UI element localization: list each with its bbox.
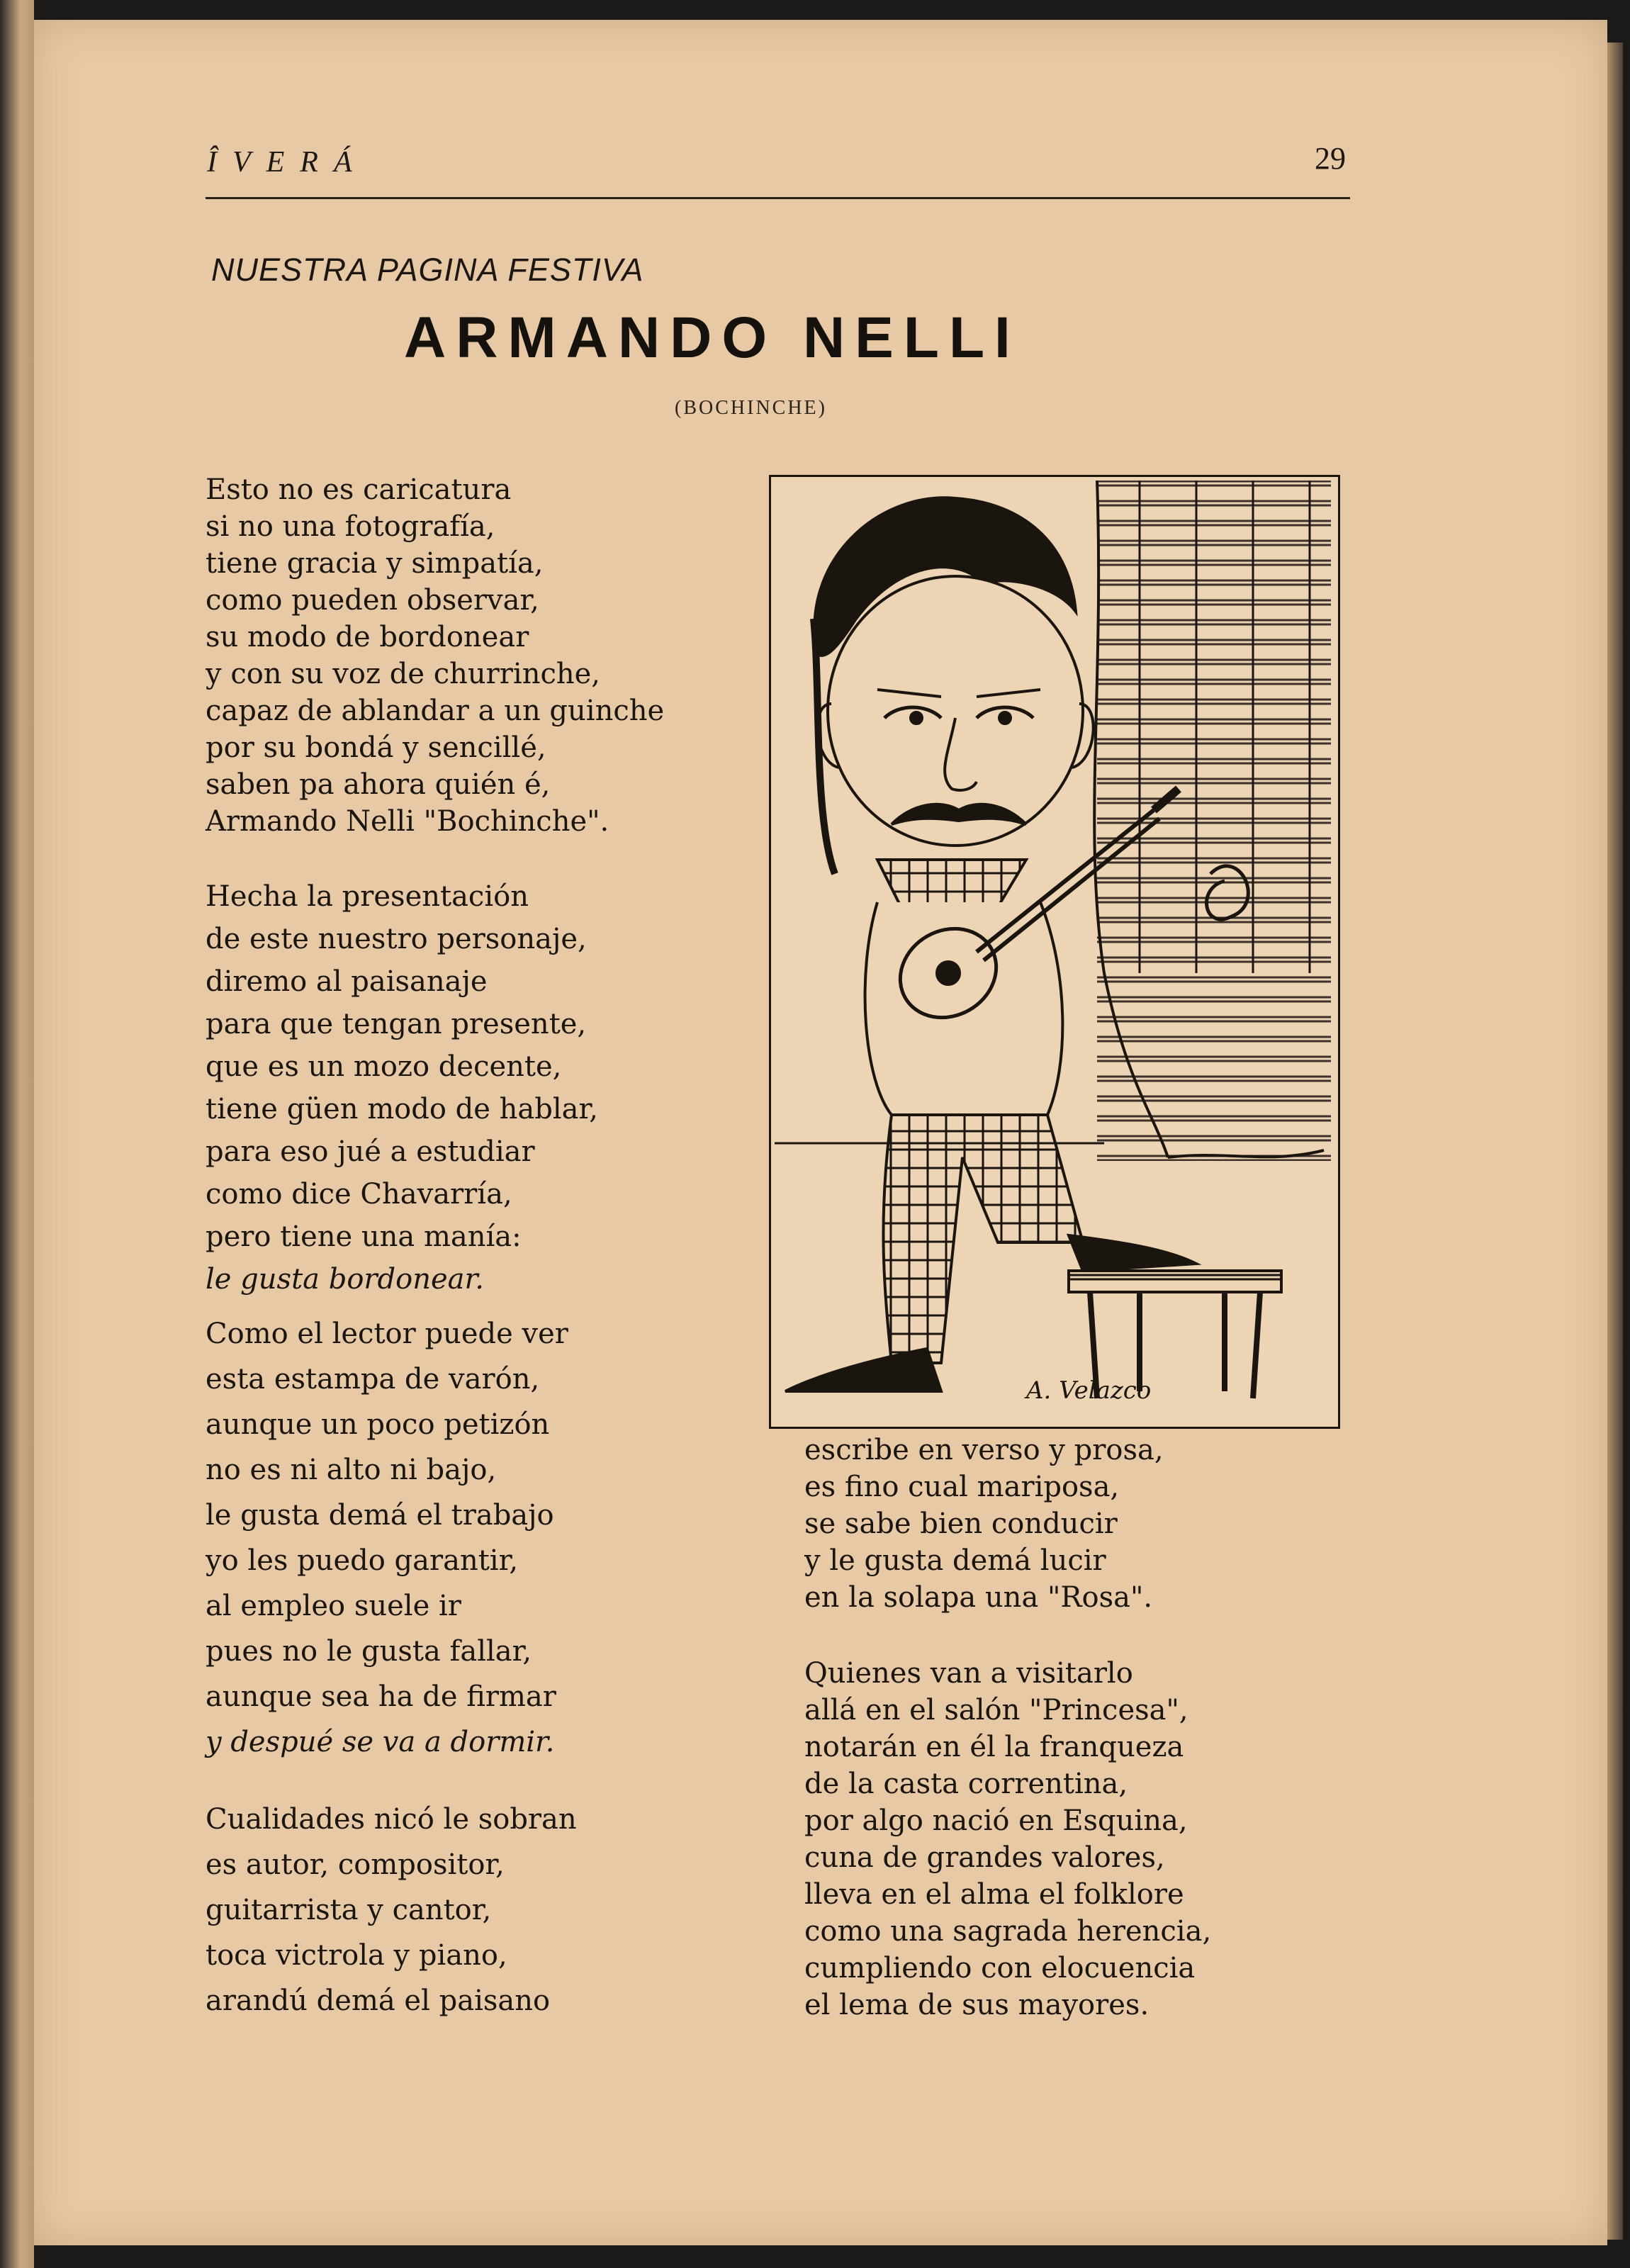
verse-line: su modo de bordonear — [206, 621, 529, 653]
verse-line: aunque sea ha de firmar — [206, 1680, 556, 1713]
verse-line: escribe en verso y prosa, — [804, 1434, 1164, 1466]
verse-line: pues no le gusta fallar, — [206, 1635, 532, 1668]
verse-line: lleva en el alma el folklore — [804, 1878, 1184, 1911]
verse-line: yo les puedo garantir, — [206, 1544, 519, 1577]
head-drawing — [828, 576, 1083, 846]
verse-line: es autor, compositor, — [206, 1848, 505, 1881]
section-label: NUESTRA PAGINA FESTIVA — [211, 252, 644, 288]
verse-line: cumpliendo con elocuencia — [804, 1952, 1196, 1984]
verse-line: como una sagrada herencia, — [804, 1915, 1212, 1948]
verse-line: Como el lector puede ver — [206, 1318, 568, 1350]
verse-line: toca victrola y piano, — [206, 1939, 507, 1972]
verse-line: notarán en él la franqueza — [804, 1731, 1184, 1763]
caricature-illustration — [769, 475, 1340, 1429]
verse-line: y le gusta demá lucir — [804, 1544, 1106, 1577]
verse-line: cuna de grandes valores, — [804, 1841, 1165, 1874]
verse-line: pero tiene una manía: — [206, 1220, 522, 1253]
verse-line: Hecha la presentación — [206, 880, 529, 913]
verse-line: por su bondá y sencillé, — [206, 731, 546, 764]
verse-line: si no una fotografía, — [206, 510, 495, 543]
verse-line: al empleo suele ir — [206, 1590, 461, 1622]
verse-line: como dice Chavarría, — [206, 1178, 512, 1211]
verse-line: arandú demá el paisano — [206, 1984, 551, 2017]
page-edge — [1607, 43, 1623, 2240]
verse-line: se sabe bien conducir — [804, 1508, 1118, 1540]
verse-line: como pueden observar, — [206, 584, 539, 617]
verse-line: de la casta correntina, — [804, 1768, 1128, 1800]
verse-line: Cualidades nicó le sobran — [206, 1803, 577, 1836]
verse-line: capaz de ablandar a un guinche — [206, 695, 665, 727]
page-number: 29 — [1315, 141, 1346, 176]
stanza-4 — [206, 1797, 577, 2023]
verse-line: para eso jué a estudiar — [206, 1135, 535, 1168]
verse-line: diremo al paisanaje — [206, 965, 488, 998]
article-subtitle: (BOCHINCHE) — [675, 397, 827, 419]
verse-line: y con su voz de churrinche, — [206, 658, 601, 690]
verse-line: de este nuestro personaje, — [206, 923, 587, 955]
verse-line: para que tengan presente, — [206, 1008, 587, 1040]
verse-line: y despué se va a dormir. — [206, 1726, 555, 1758]
article-title: ARMANDO NELLI — [404, 305, 1021, 370]
verse-line: saben pa ahora quién é, — [206, 768, 551, 801]
verse-line: tiene gracia y simpatía, — [206, 547, 544, 580]
book-spine — [0, 0, 34, 2268]
verse-line: guitarrista y cantor, — [206, 1894, 492, 1926]
verse-line: no es ni alto ni bajo, — [206, 1454, 497, 1486]
stanza-2 — [206, 875, 598, 1301]
verse-line: que es un mozo decente, — [206, 1050, 562, 1083]
verse-line: le gusta bordonear. — [206, 1263, 484, 1296]
verse-line: el lema de sus mayores. — [804, 1989, 1150, 2021]
curtain-drawing — [1094, 481, 1331, 1161]
verse-line: por algo nació en Esquina, — [804, 1804, 1188, 1837]
verse-line: en la solapa una "Rosa". — [804, 1581, 1153, 1614]
stanza-6 — [804, 1655, 1211, 2023]
verse-line: Quienes van a visitarlo — [804, 1657, 1133, 1690]
verse-line: le gusta demá el trabajo — [206, 1499, 554, 1532]
verse-line: Armando Nelli "Bochinche". — [206, 805, 609, 838]
verse-line: Esto no es caricatura — [206, 473, 512, 506]
verse-line: allá en el salón "Princesa", — [804, 1694, 1188, 1727]
verse-line: tiene güen modo de hablar, — [206, 1093, 598, 1125]
stanza-5 — [804, 1432, 1164, 1616]
verse-line: es fino cual mariposa, — [804, 1471, 1120, 1503]
stanza-1 — [206, 471, 664, 840]
header-rule — [206, 197, 1350, 199]
running-title: ÎVERÁ — [207, 146, 368, 179]
verse-line: esta estampa de varón, — [206, 1363, 540, 1396]
artist-signature: A. Velazco — [1026, 1376, 1152, 1405]
stanza-3 — [206, 1311, 568, 1765]
verse-line: aunque un poco petizón — [206, 1408, 550, 1441]
